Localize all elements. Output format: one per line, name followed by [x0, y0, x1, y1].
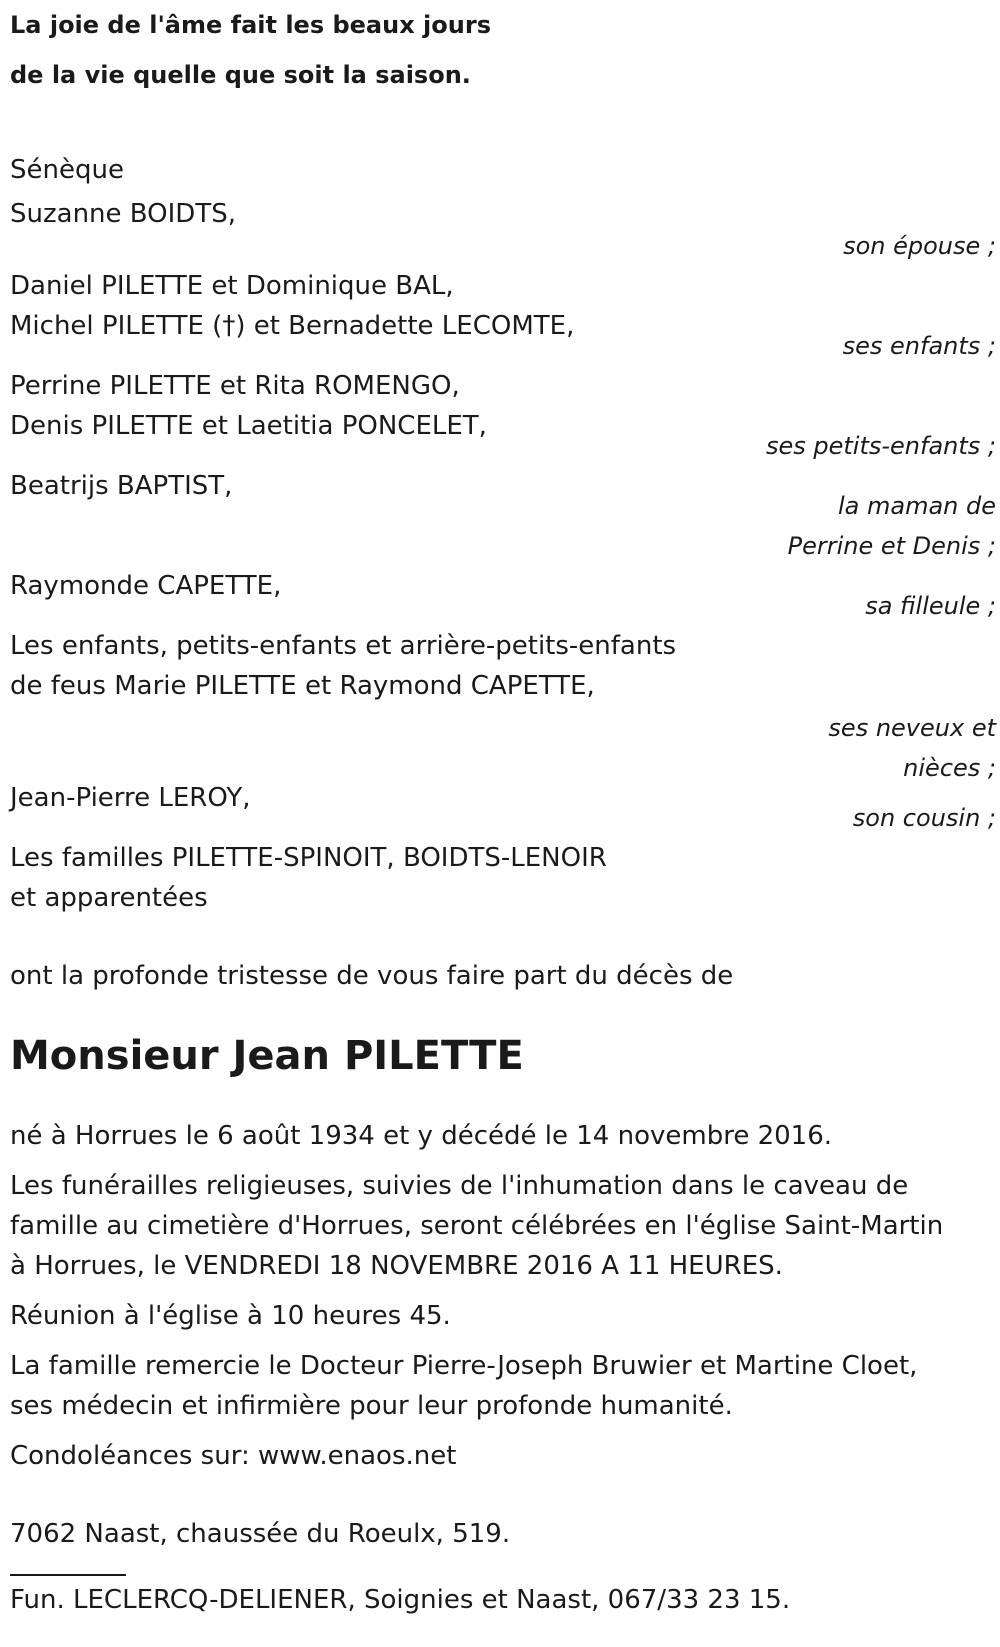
mourner-role-line: ses neveux et — [828, 714, 996, 742]
mourner-entry — [10, 626, 996, 788]
mourner-name-line: Les enfants, petits-enfants et arrière-petits-enfants — [10, 631, 677, 661]
meeting-text: Réunion à l'église à 10 heures 45. — [10, 1301, 451, 1331]
thanks-line: ses médecin et infirmière pour leur profonde humanité. — [10, 1391, 733, 1421]
mourner-role — [10, 708, 996, 788]
mourner-role-line: Perrine et Denis ; — [787, 532, 996, 560]
birth-death-text: né à Horrues le 6 août 1934 et y décédé le 14 novembre 2016. — [10, 1121, 833, 1151]
obituary-notice — [10, 0, 996, 1620]
mourner-name-line: Michel PILETTE (†) et Bernadette LECOMTE, — [10, 311, 575, 341]
thanks-line: La famille remercie le Docteur Pierre-Joseph Bruwier et Martine Cloet, — [10, 1351, 918, 1381]
funeral-details-line: famille au cimetière d'Horrues, seront célébrées en l'église Saint-Martin — [10, 1211, 944, 1241]
mourner-entry — [10, 194, 996, 266]
mourner-name-line: Suzanne BOIDTS, — [10, 199, 236, 229]
mourner-role-line: son cousin ; — [852, 804, 996, 832]
opening-quote — [10, 0, 996, 100]
quote-line: de la vie quelle que soit la saison. — [10, 61, 471, 89]
condolences-text: Condoléances sur: www.enaos.net — [10, 1441, 457, 1471]
mourner-entry — [10, 778, 996, 838]
funeral-details-line: Les funérailles religieuses, suivies de l'inhumation dans le caveau de — [10, 1171, 909, 1201]
funeral-home-text: Fun. LECLERCQ-DELIENER, Soignies et Naast, 067/33 23 15. — [10, 1585, 791, 1615]
address-text: 7062 Naast, chaussée du Roeulx, 519. — [10, 1519, 511, 1549]
mourner-entry — [10, 466, 996, 566]
announcement-text: ont la profonde tristesse de vous faire part du décès de — [10, 961, 734, 991]
mourner-role-line: la maman de — [837, 492, 996, 520]
thanks-text — [10, 1346, 996, 1426]
mourner-name-line: Daniel PILETTE et Dominique BAL, — [10, 271, 454, 301]
mourner-role-line: son épouse ; — [843, 232, 996, 260]
mourner-name-line: de feus Marie PILETTE et Raymond CAPETTE, — [10, 671, 595, 701]
mourner-entry — [10, 366, 996, 466]
funeral-details — [10, 1166, 996, 1286]
mourner-entry — [10, 566, 996, 626]
mourner-name-line: Les familles PILETTE-SPINOIT, BOIDTS-LENOIR — [10, 843, 607, 873]
mourner-names — [10, 626, 996, 706]
mourner-entry — [10, 266, 996, 366]
divider-line — [10, 1574, 126, 1576]
funeral-details-line: à Horrues, le VENDREDI 18 NOVEMBRE 2016 A 11 HEURES. — [10, 1251, 783, 1281]
mourner-name-line: Jean-Pierre LEROY, — [10, 783, 251, 813]
mourner-name-line: Perrine PILETTE et Rita ROMENGO, — [10, 371, 460, 401]
mourner-name-line: et apparentées — [10, 883, 208, 913]
mourner-names — [10, 838, 996, 918]
deceased-name: Monsieur Jean PILETTE — [10, 1033, 524, 1079]
mourner-name-line: Raymonde CAPETTE, — [10, 571, 282, 601]
mourner-role-line: sa filleule ; — [865, 592, 996, 620]
mourner-name-line: Beatrijs BAPTIST, — [10, 471, 233, 501]
mourner-name-line: Denis PILETTE et Laetitia PONCELET, — [10, 411, 487, 441]
quote-line: La joie de l'âme fait les beaux jours — [10, 11, 491, 39]
mourner-role-line: ses enfants ; — [842, 332, 996, 360]
mourner-entry — [10, 838, 996, 918]
quote-author: Sénèque — [10, 155, 124, 185]
mourner-role-line: ses petits-enfants ; — [765, 432, 996, 460]
mourner-role-line: nièces ; — [903, 754, 996, 782]
